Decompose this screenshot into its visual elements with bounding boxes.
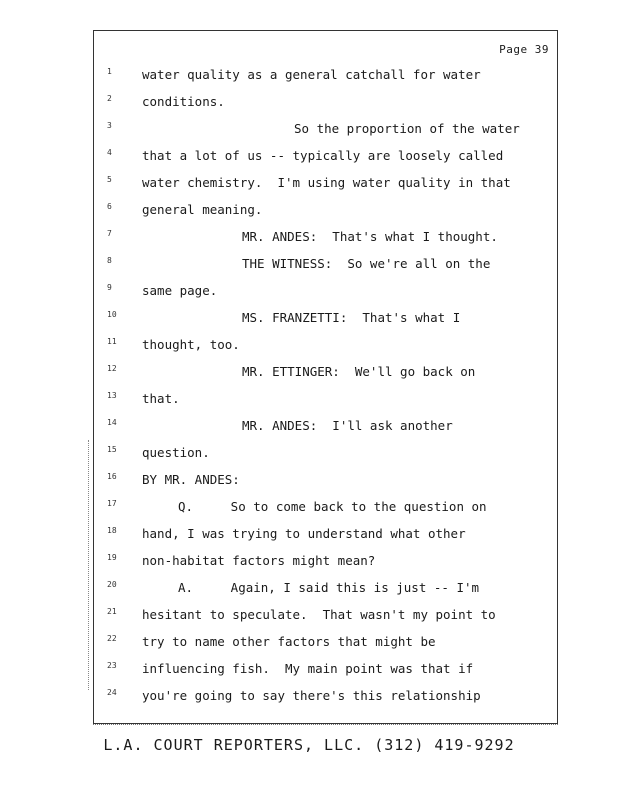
line-text: MR. ANDES: I'll ask another	[242, 418, 453, 433]
transcript-line	[94, 310, 557, 337]
line-text: MR. ETTINGER: We'll go back on	[242, 364, 476, 379]
transcript-line	[94, 121, 557, 148]
line-number: 22	[107, 634, 117, 643]
page-number: Page 39	[499, 43, 549, 56]
line-text: influencing fish. My main point was that if	[142, 661, 474, 676]
line-number: 2	[107, 94, 112, 103]
transcript-line	[94, 418, 557, 445]
line-text: hesitant to speculate. That wasn't my point to	[142, 607, 496, 622]
line-text: same page.	[142, 283, 218, 298]
line-text: BY MR. ANDES:	[142, 472, 240, 487]
left-dotted-rule	[88, 440, 89, 690]
transcript-line	[94, 661, 557, 688]
line-number: 19	[107, 553, 117, 562]
transcript-line	[94, 391, 557, 418]
line-text: you're going to say there's this relationship	[142, 688, 481, 703]
line-text: that.	[142, 391, 180, 406]
transcript-line	[94, 202, 557, 229]
line-text: that a lot of us -- typically are loosely called	[142, 148, 504, 163]
line-text: conditions.	[142, 94, 225, 109]
line-text: A. Again, I said this is just -- I'm	[178, 580, 480, 595]
transcript-line	[94, 229, 557, 256]
line-number: 13	[107, 391, 117, 400]
transcript-line	[94, 337, 557, 364]
line-text: So the proportion of the water	[294, 121, 520, 136]
transcript-line	[94, 175, 557, 202]
transcript-line	[94, 499, 557, 526]
transcript-line	[94, 283, 557, 310]
line-number: 20	[107, 580, 117, 589]
line-number: 14	[107, 418, 117, 427]
line-number: 8	[107, 256, 112, 265]
transcript-page	[93, 30, 558, 724]
transcript-line	[94, 472, 557, 499]
transcript-line	[94, 67, 557, 94]
line-number: 5	[107, 175, 112, 184]
line-text: MS. FRANZETTI: That's what I	[242, 310, 461, 325]
transcript-line	[94, 364, 557, 391]
line-number: 18	[107, 526, 117, 535]
transcript-line	[94, 607, 557, 634]
line-number: 16	[107, 472, 117, 481]
transcript-line	[94, 445, 557, 472]
line-text: THE WITNESS: So we're all on the	[242, 256, 491, 271]
line-text: water chemistry. I'm using water quality in that	[142, 175, 511, 190]
line-number: 23	[107, 661, 117, 670]
line-text: hand, I was trying to understand what other	[142, 526, 466, 541]
line-number: 9	[107, 283, 112, 292]
line-text: MR. ANDES: That's what I thought.	[242, 229, 498, 244]
transcript-line	[94, 94, 557, 121]
transcript-line	[94, 634, 557, 661]
footer-reporter-info: L.A. COURT REPORTERS, LLC. (312) 419-9292	[103, 736, 515, 754]
line-number: 1	[107, 67, 112, 76]
line-text: water quality as a general catchall for water	[142, 67, 481, 82]
bottom-dotted-rule	[93, 724, 558, 725]
transcript-line	[94, 526, 557, 553]
transcript-line	[94, 553, 557, 580]
line-text: general meaning.	[142, 202, 263, 217]
transcript-line	[94, 256, 557, 283]
transcript-line	[94, 580, 557, 607]
line-text: Q. So to come back to the question on	[178, 499, 487, 514]
line-number: 3	[107, 121, 112, 130]
line-number: 24	[107, 688, 117, 697]
transcript-line	[94, 688, 557, 715]
line-number: 12	[107, 364, 117, 373]
line-number: 6	[107, 202, 112, 211]
transcript-line	[94, 148, 557, 175]
line-text: thought, too.	[142, 337, 240, 352]
line-text: try to name other factors that might be	[142, 634, 436, 649]
line-number: 21	[107, 607, 117, 616]
line-number: 17	[107, 499, 117, 508]
line-text: non-habitat factors might mean?	[142, 553, 376, 568]
line-number: 4	[107, 148, 112, 157]
line-number: 11	[107, 337, 117, 346]
line-text: question.	[142, 445, 210, 460]
line-number: 15	[107, 445, 117, 454]
line-number: 10	[107, 310, 117, 319]
line-number: 7	[107, 229, 112, 238]
